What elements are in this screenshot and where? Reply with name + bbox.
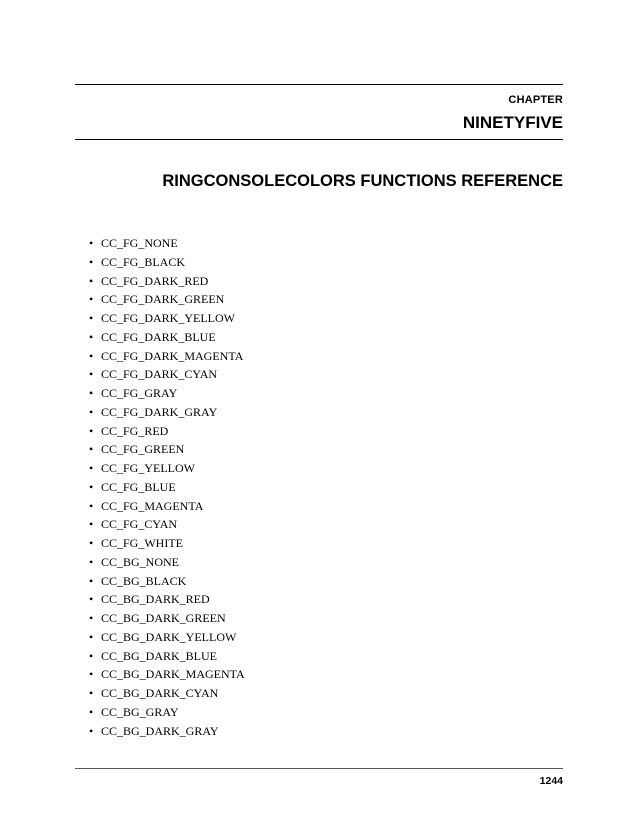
list-item xyxy=(89,234,245,253)
list-item-label: CC_BG_DARK_GREEN xyxy=(101,611,226,625)
list-item-label: CC_FG_DARK_GREEN xyxy=(101,292,225,307)
list-item xyxy=(89,403,245,422)
chapter-label: CHAPTER xyxy=(508,94,563,106)
list-item xyxy=(89,347,245,366)
list-item-label: CC_FG_DARK_MAGENTA xyxy=(101,348,244,363)
list-item xyxy=(89,440,245,459)
list-item-label: CC_BG_DARK_YELLOW xyxy=(101,629,237,644)
list-item xyxy=(89,647,245,666)
list-item-label: CC_FG_CYAN xyxy=(101,517,178,532)
list-item xyxy=(89,290,245,309)
footer-rule xyxy=(75,768,563,769)
bullet-icon: • xyxy=(89,498,94,513)
bullet-icon: • xyxy=(89,573,94,588)
bullet-icon: • xyxy=(89,554,94,569)
bullet-icon: • xyxy=(89,667,94,682)
bullet-icon: • xyxy=(89,629,94,644)
bullet-icon: • xyxy=(89,292,94,307)
list-item xyxy=(89,609,245,628)
list-item-label: CC_FG_GRAY xyxy=(101,386,178,400)
bullet-icon: • xyxy=(89,329,94,344)
list-item-label: CC_FG_DARK_YELLOW xyxy=(101,311,235,325)
list-item-label: CC_BG_GRAY xyxy=(101,704,179,719)
list-item xyxy=(89,684,245,703)
chapter-title: NINETYFIVE xyxy=(462,113,563,132)
list-item-label: CC_FG_BLUE xyxy=(101,479,176,494)
bullet-icon: • xyxy=(89,704,94,719)
list-item-label: CC_BG_DARK_CYAN xyxy=(101,686,219,700)
list-item xyxy=(89,534,245,553)
list-item xyxy=(89,553,245,572)
list-item xyxy=(89,478,245,497)
list-item-label: CC_FG_YELLOW xyxy=(101,461,195,475)
list-item-label: CC_FG_DARK_BLUE xyxy=(101,329,216,344)
bullet-icon: • xyxy=(89,311,94,325)
bullet-icon: • xyxy=(89,479,94,494)
list-item xyxy=(89,328,245,347)
bullet-icon: • xyxy=(89,536,94,550)
bullet-icon: • xyxy=(89,686,94,700)
bullet-icon: • xyxy=(89,348,94,363)
bullet-icon: • xyxy=(89,611,94,625)
list-item-label: CC_FG_DARK_RED xyxy=(101,273,209,288)
list-item xyxy=(89,365,245,384)
list-item-label: CC_FG_NONE xyxy=(101,236,178,250)
list-item-label: CC_BG_DARK_BLUE xyxy=(101,648,218,663)
list-item-label: CC_BG_BLACK xyxy=(101,573,187,588)
bullet-icon: • xyxy=(89,423,94,438)
list-item-label: CC_FG_DARK_CYAN xyxy=(101,367,218,382)
list-item xyxy=(89,703,245,722)
bullet-icon: • xyxy=(89,592,94,607)
list-item xyxy=(89,572,245,591)
list-item-label: CC_BG_NONE xyxy=(101,554,180,569)
list-item-label: CC_FG_MAGENTA xyxy=(101,498,204,513)
constant-list xyxy=(89,234,245,740)
bullet-icon: • xyxy=(89,442,94,457)
list-item-label: CC_BG_DARK_MAGENTA xyxy=(101,667,245,682)
list-item xyxy=(89,253,245,272)
bullet-icon: • xyxy=(89,273,94,288)
list-item xyxy=(89,384,245,403)
bullet-icon: • xyxy=(89,404,94,419)
header-bottom-rule xyxy=(75,139,563,140)
page-number: 1244 xyxy=(539,775,563,787)
section-title: RINGCONSOLECOLORS FUNCTIONS REFERENCE xyxy=(162,172,563,190)
list-item xyxy=(89,628,245,647)
list-item-label: CC_FG_WHITE xyxy=(101,536,183,550)
list-item-label: CC_FG_RED xyxy=(101,423,169,438)
bullet-icon: • xyxy=(89,386,94,400)
list-item-label: CC_FG_GREEN xyxy=(101,442,185,457)
list-item-label: CC_FG_DARK_GRAY xyxy=(101,404,218,419)
list-item xyxy=(89,590,245,609)
bullet-icon: • xyxy=(89,236,94,250)
list-item xyxy=(89,665,245,684)
list-item xyxy=(89,722,245,741)
list-item xyxy=(89,422,245,441)
list-item xyxy=(89,459,245,478)
header-top-rule xyxy=(75,84,563,85)
list-item xyxy=(89,497,245,516)
bullet-icon: • xyxy=(89,517,94,532)
bullet-icon: • xyxy=(89,723,94,738)
bullet-icon: • xyxy=(89,254,94,269)
bullet-icon: • xyxy=(89,648,94,663)
list-item xyxy=(89,272,245,291)
bullet-icon: • xyxy=(89,367,94,382)
list-item-label: CC_FG_BLACK xyxy=(101,254,186,269)
list-item xyxy=(89,515,245,534)
list-item-label: CC_BG_DARK_GRAY xyxy=(101,723,219,738)
list-item xyxy=(89,309,245,328)
bullet-icon: • xyxy=(89,461,94,475)
list-item-label: CC_BG_DARK_RED xyxy=(101,592,210,607)
